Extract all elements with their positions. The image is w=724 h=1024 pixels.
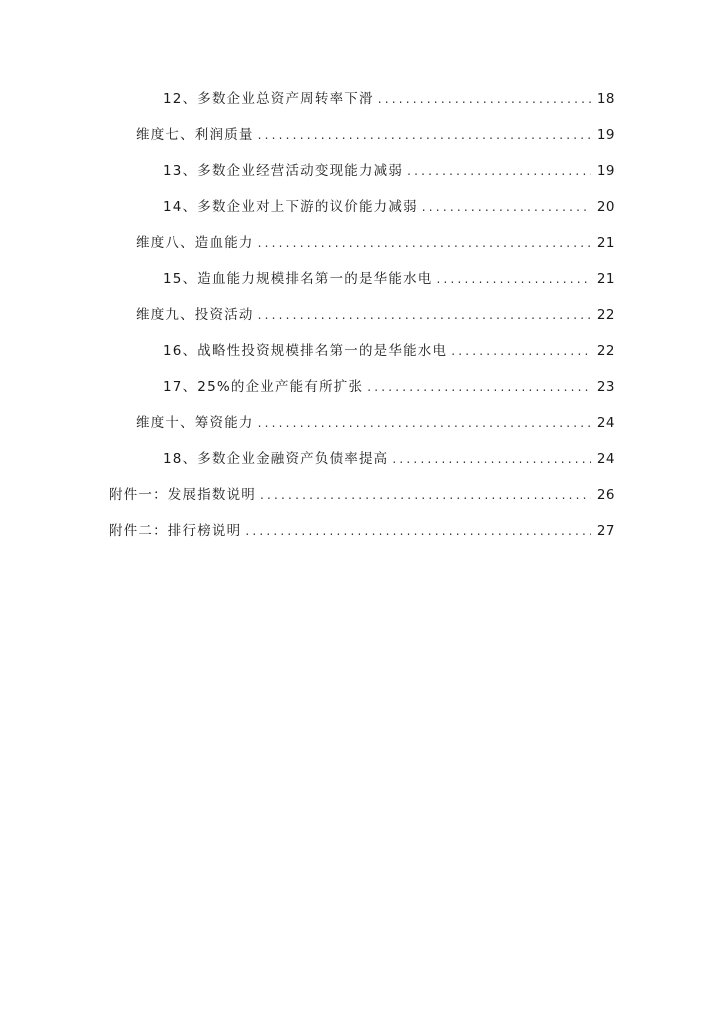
toc-entry[interactable] (136, 124, 615, 146)
toc-dot-leader (258, 232, 591, 254)
toc-dot-leader (451, 340, 591, 362)
toc-entry[interactable] (109, 520, 615, 542)
toc-entry[interactable] (136, 304, 615, 326)
toc-entry-title: 维度八、造血能力 (136, 235, 254, 251)
toc-entry[interactable] (163, 268, 615, 290)
toc-entry-title: 12、多数企业总资产周转率下滑 (163, 91, 374, 107)
toc-page-number: 23 (596, 379, 615, 395)
toc-page-number: 19 (596, 163, 615, 179)
toc-entry-title: 维度九、投资活动 (136, 307, 254, 323)
toc-page-number: 26 (596, 487, 615, 503)
toc-dot-leader (422, 196, 591, 218)
toc-dot-leader (258, 304, 591, 326)
toc-entry-title: 附件二：排行榜说明 (109, 523, 242, 539)
toc-page-number: 22 (596, 307, 615, 323)
toc-page-number: 19 (596, 127, 615, 143)
toc-entry-title: 13、多数企业经营活动变现能力减弱 (163, 163, 404, 179)
toc-entry[interactable] (109, 484, 615, 506)
toc-page-number: 18 (596, 91, 615, 107)
toc-entry[interactable] (163, 160, 615, 182)
toc-entry[interactable] (136, 412, 615, 434)
toc-entry[interactable] (163, 448, 615, 470)
toc-page-number: 27 (596, 523, 615, 539)
toc-entry[interactable] (136, 232, 615, 254)
toc-dot-leader (392, 448, 590, 470)
toc-entry-title: 14、多数企业对上下游的议价能力减弱 (163, 199, 418, 215)
toc-entry-title: 18、多数企业金融资产负债率提高 (163, 451, 389, 467)
toc-entry[interactable] (163, 340, 615, 362)
toc-entry-title: 维度七、利润质量 (136, 127, 254, 143)
toc-page-number: 22 (596, 343, 615, 359)
toc-dot-leader (436, 268, 590, 290)
toc-dot-leader (407, 160, 591, 182)
toc-entry[interactable] (163, 376, 615, 398)
toc-entry-title: 15、造血能力规模排名第一的是华能水电 (163, 271, 433, 287)
toc-entry[interactable] (163, 196, 615, 218)
toc-entry[interactable] (163, 88, 615, 110)
toc-page-number: 20 (596, 199, 615, 215)
toc-dot-leader (245, 520, 591, 542)
toc-dot-leader (258, 412, 591, 434)
toc-dot-leader (378, 88, 591, 110)
toc-entry-title: 维度十、筹资能力 (136, 415, 254, 431)
toc-page-number: 21 (596, 235, 615, 251)
toc-page-number: 24 (596, 451, 615, 467)
toc-dot-leader (260, 484, 591, 506)
toc-entry-title: 16、战略性投资规模排名第一的是华能水电 (163, 343, 448, 359)
toc-entry-title: 17、25%的企业产能有所扩张 (163, 379, 364, 395)
toc-entry-title: 附件一：发展指数说明 (109, 487, 256, 503)
toc-page-number: 21 (596, 271, 615, 287)
toc-dot-leader (367, 376, 591, 398)
toc-dot-leader (258, 124, 591, 146)
toc-page-number: 24 (596, 415, 615, 431)
